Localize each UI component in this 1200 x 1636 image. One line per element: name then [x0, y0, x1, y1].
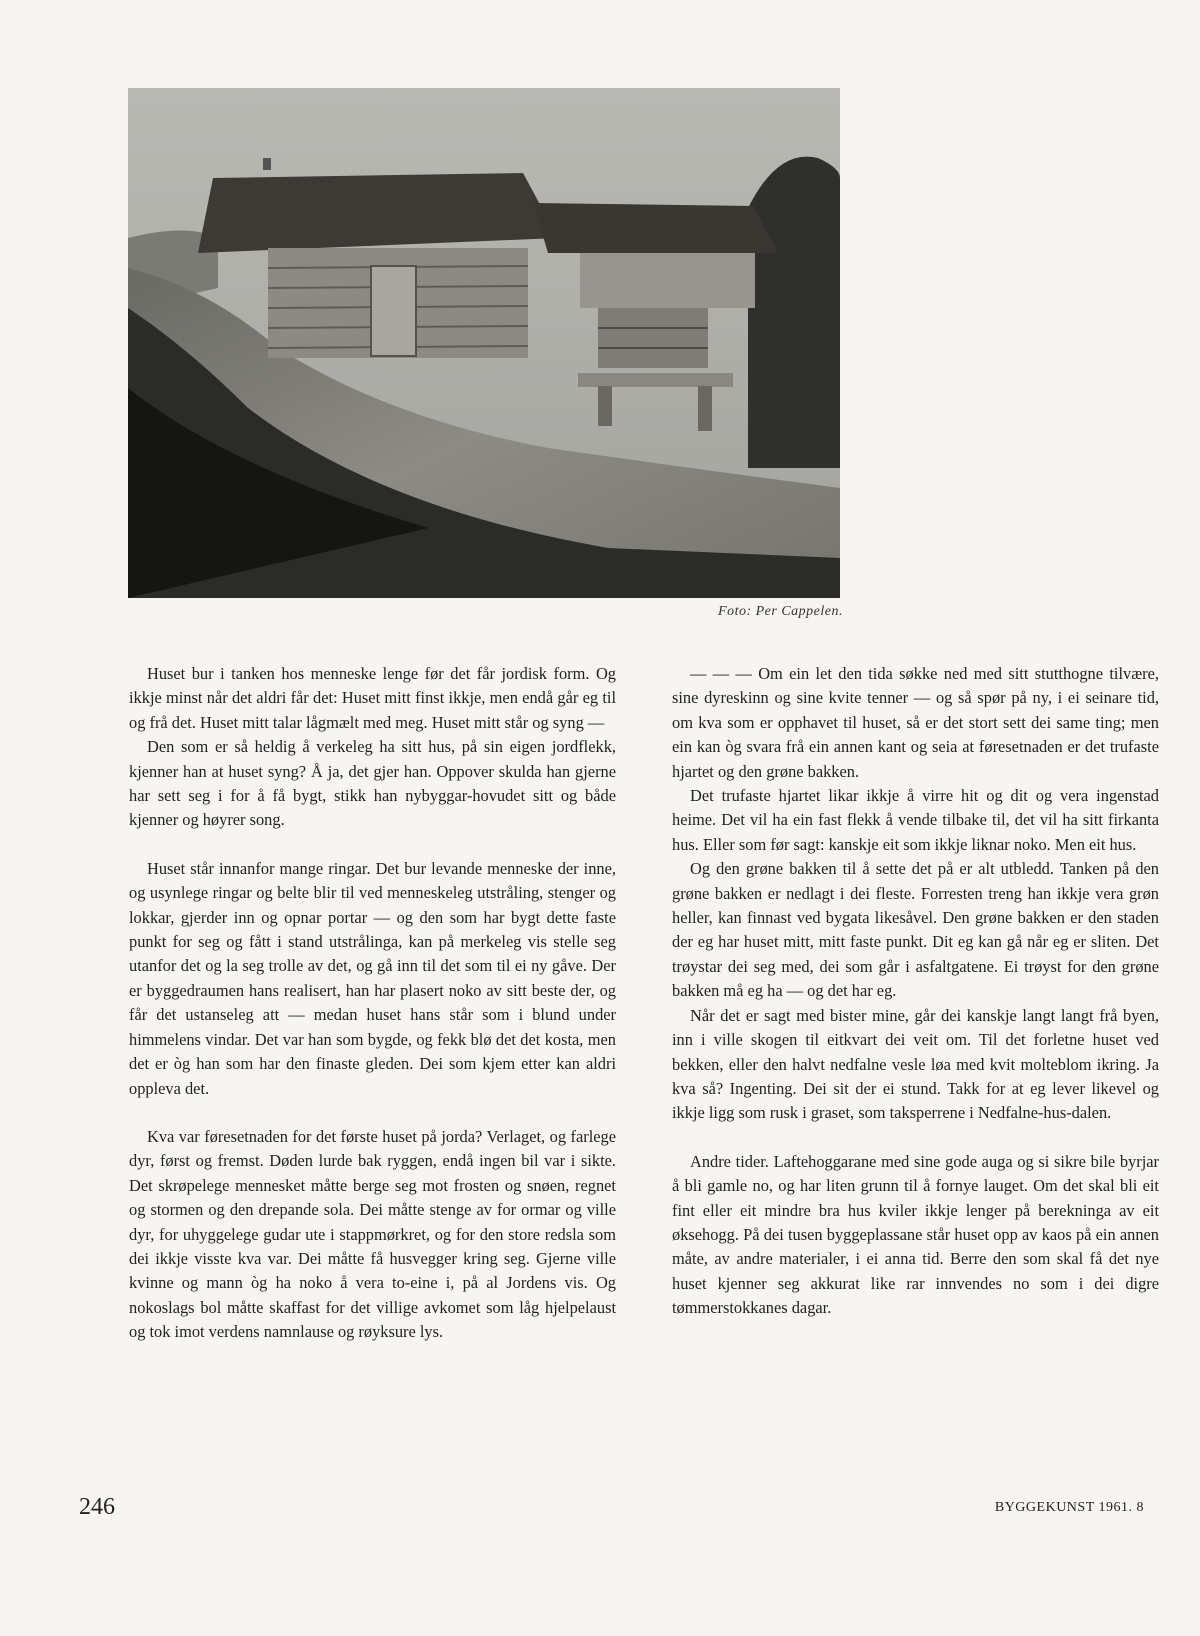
- paragraph: Andre tider. Laftehoggarane med sine gode auga og si sikre bile byrjar å bli gamle no, og har liten grunn til å fornye lauget. Om det skal bli eit fint eller eit mindre bra hus kviler ikkje lenger på berekninga av eit øksehogg. På dei tusen byggeplassane står huset opp av kaos på ein annen måte, av andre materialer, i ei anna tid. Berre den som skal få det nye huset kjenner seg akkurat like rar innvendes no som i dei digre tømmerstokkanes dagar.: [672, 1151, 1159, 1318]
- paragraph: Og den grøne bakken til å sette det på er alt utbledd. Tanken på den grøne bakken er nedlagt i dei fleste. Forresten treng han ikkje vera grøn heller, kan finnast ved bygata likesåvel. Den grøne bakken er den staden der eg har huset mitt, mitt faste punkt. Dit eg kan gå når eg er sliten. Det trøystar dei seg med, dei som går i asfaltgatene. Ei trøyst for den grøne bakken må eg ha — og det har eg.: [672, 859, 1159, 1001]
- right-column: [672, 662, 1159, 1321]
- paragraph: Det trufaste hjartet likar ikkje å virre hit og dit og vera ingenstad heime. Det vil ha ein fast flekk å vende tilbake til, det vil ha sitt firkanta hus. Eller som før sagt: kanskje eit som ikkje liknar noko. Men eit hus.: [672, 786, 1159, 854]
- paragraph: Når det er sagt med bister mine, går dei kanskje langt langt frå byen, inn i ville skogen til eitkvart dei veit om. Til det forletne huset ved bekken, eller den halvt nedfalne vesle løa med kvit molteblom ikring. Ja kva så? Ingenting. Dei sit der ei stund. Takk for at eg lever likevel og ikkje ligg som rusk i graset, som taksperrene i Nedfalne-hus-dalen.: [672, 1005, 1159, 1123]
- paragraph: Huset står innanfor mange ringar. Det bur levande menneske der inne, og usynlege ringar og belte blir til ved menneskeleg utstråling, stenger og lokkar, gjerder inn og opnar portar — og den som har bygt dette faste punkt for seg og fått i stand utstrålinga, kan på merkeleg vis stelle seg utanfor det og la seg trolle av det, og gå inn til det som til ei ny gåve. Der er byggedraumen hans realisert, han har plasert noko av sitt beste der, og får det ustanseleg att — medan huset hans står som i blund under himmelens vindar. Det var han som bygde, og fekk blø det det kosta, men det er òg han som har den finaste gleden. Dei som kjem etter kan aldri oppleva det.: [129, 858, 616, 1098]
- photograph-log-houses: [128, 88, 840, 598]
- journal-issue: BYGGEKUNST 1961. 8: [994, 1500, 1144, 1515]
- paragraph: Kva var føresetnaden for det første huset på jorda? Verlaget, og farlege dyr, først og fremst. Døden lurde bak ryggen, endå ingen bil var i sikte. Det skrøpelege mennesket måtte berge seg mot frosten og snøen, regnet og stormen og den drepande sola. Dei måtte stenge av for ormar og ville dyr, for uhyggelege gudar ute i stappmørkret, og for den store redsla som dei ikkje visste kva var. Dei måtte få husvegger kring seg. Gjerne ville kvinne og mann òg ha noko å vera to-eine i, på al Jordens vis. Og nokoslags bol måtte skaffast for det villige avkomet som låg hjelpelaust og tok imot verdens namnlause og røyksure lys.: [129, 1126, 616, 1342]
- paragraph: Den som er så heldig å verkeleg ha sitt hus, på sin eigen jordflekk, kjenner han at huset syng? Å ja, det gjer han. Oppover skulda han gjerne har sett seg i for å få bygt, stikk han nybyggar-hovudet sitt og både kjenner og høyrer song.: [129, 737, 616, 830]
- photo-credit: Foto: Per Cappelen.: [718, 604, 843, 619]
- paragraph: — — — Om ein let den tida søkke ned med sitt stutthogne tilvære, sine dyreskinn og sine kvite tenner — og så spør på ny, i ei seinare tid, om kva som er opphavet til huset, så er det stort sett dei same ting; men ein kan òg svara frå ein annen kant og seia at føresetnaden er det trufaste hjartet og den grøne bakken.: [672, 664, 1159, 781]
- photo-illustration: [128, 88, 840, 598]
- left-column: [129, 662, 616, 1345]
- page-number: 246: [79, 1494, 115, 1520]
- paragraph: Huset bur i tanken hos menneske lenge før det får jordisk form. Og ikkje minst når det aldri får det: Huset mitt finst ikkje, men endå går eg til og frå det. Huset mitt talar lågmælt med meg. Huset mitt står og syng —: [129, 664, 616, 732]
